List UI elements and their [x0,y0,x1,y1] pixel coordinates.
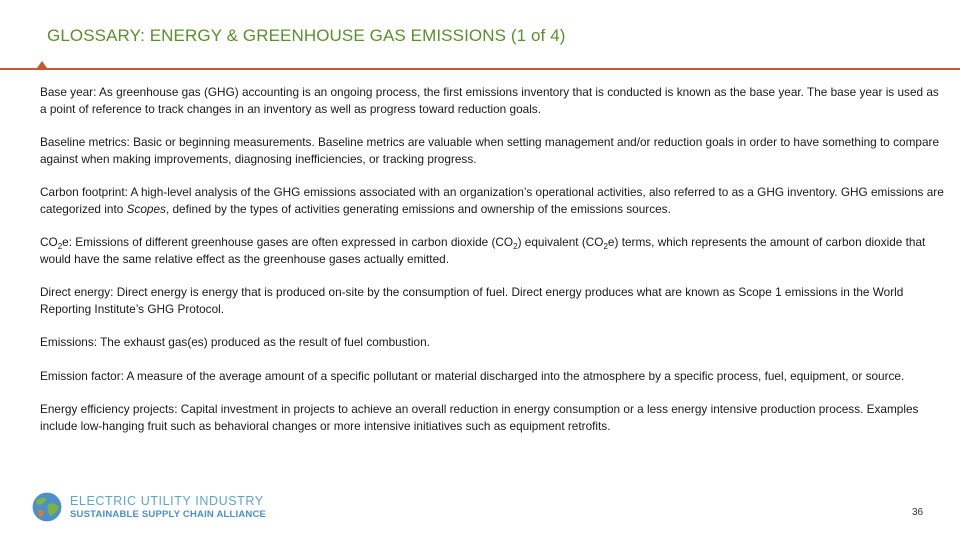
title-rule-notch [37,61,47,68]
entry-text: , defined by the types of activities generating emissions and ownership of the emissions sources. [165,202,671,216]
glossary-entry-co2e [40,234,945,268]
title-rule [0,68,960,70]
glossary-entries [40,84,945,451]
entry-text: CO [495,235,514,249]
glossary-entry-emission-factor: Emission factor: A measure of the average amount of a specific pollutant or material discharged into the atmosphere by a specific process, fuel, equipment, or source. [40,369,905,383]
glossary-entry-energy-efficiency-projects: Energy efficiency projects: Capital investment in projects to achieve an overall reduction in energy consumption or a less energy intensive production process. Examples include low-hanging fruit such as behavioral changes or more intensive initiatives such as equipment retrofits. [40,402,919,433]
entry-text: ) equivalent ( [517,235,586,249]
entry-text: Carbon footprint: A high-level analysis of the GHG emissions associated with an organization’s operational activities, also referred to as a GHG inventory. GHG emissions are categorized into [40,185,944,216]
entry-text: CO [585,235,604,249]
glossary-entry-emissions: Emissions: The exhaust gas(es) produced as the result of fuel combustion. [40,335,430,349]
entry-text: CO [40,235,58,249]
scopes-term: Scopes [126,202,166,216]
subscript: 2 [513,242,518,251]
subscript: 2 [57,242,63,251]
subscript: 2 [603,242,608,251]
entry-text: e: Emissions of different greenhouse gases are often expressed in carbon dioxide ( [62,235,496,249]
page-number: 36 [912,507,924,518]
slide-title: GLOSSARY: ENERGY & GREENHOUSE GAS EMISSIONS (1 of 4) [47,26,566,45]
glossary-entry-direct-energy: Direct energy: Direct energy is energy that is produced on-site by the consumption of fuel. Direct energy produces what are known as Scope 1 emissions in the World Reporting Institute’s GHG Protocol. [40,285,904,316]
glossary-entry-baseline-metrics: Baseline metrics: Basic or beginning measurements. Baseline metrics are valuable when setting management and/or reduction goals in order to have something to compare against when making improvements, diagnosing inefficiencies, or tracking progress. [40,135,940,166]
glossary-entry-base-year: Base year: As greenhouse gas (GHG) accounting is an ongoing process, the first emissions inventory that is conducted is known as the base year. The base year is used as a point of reference to track changes in an inventory as well as progress toward reduction goals. [40,85,939,116]
euissca-logo [30,490,267,526]
globe-icon [30,490,64,524]
glossary-entry-carbon-footprint [40,184,945,218]
entry-text: e) terms, which represents the amount of carbon dioxide that would have the same relative effect as the greenhouse gases actually emitted. [40,235,926,266]
logo-line-1: ELECTRIC UTILITY INDUSTRY [70,494,264,508]
logo-line-2: SUSTAINABLE SUPPLY CHAIN ALLIANCE [70,509,267,520]
